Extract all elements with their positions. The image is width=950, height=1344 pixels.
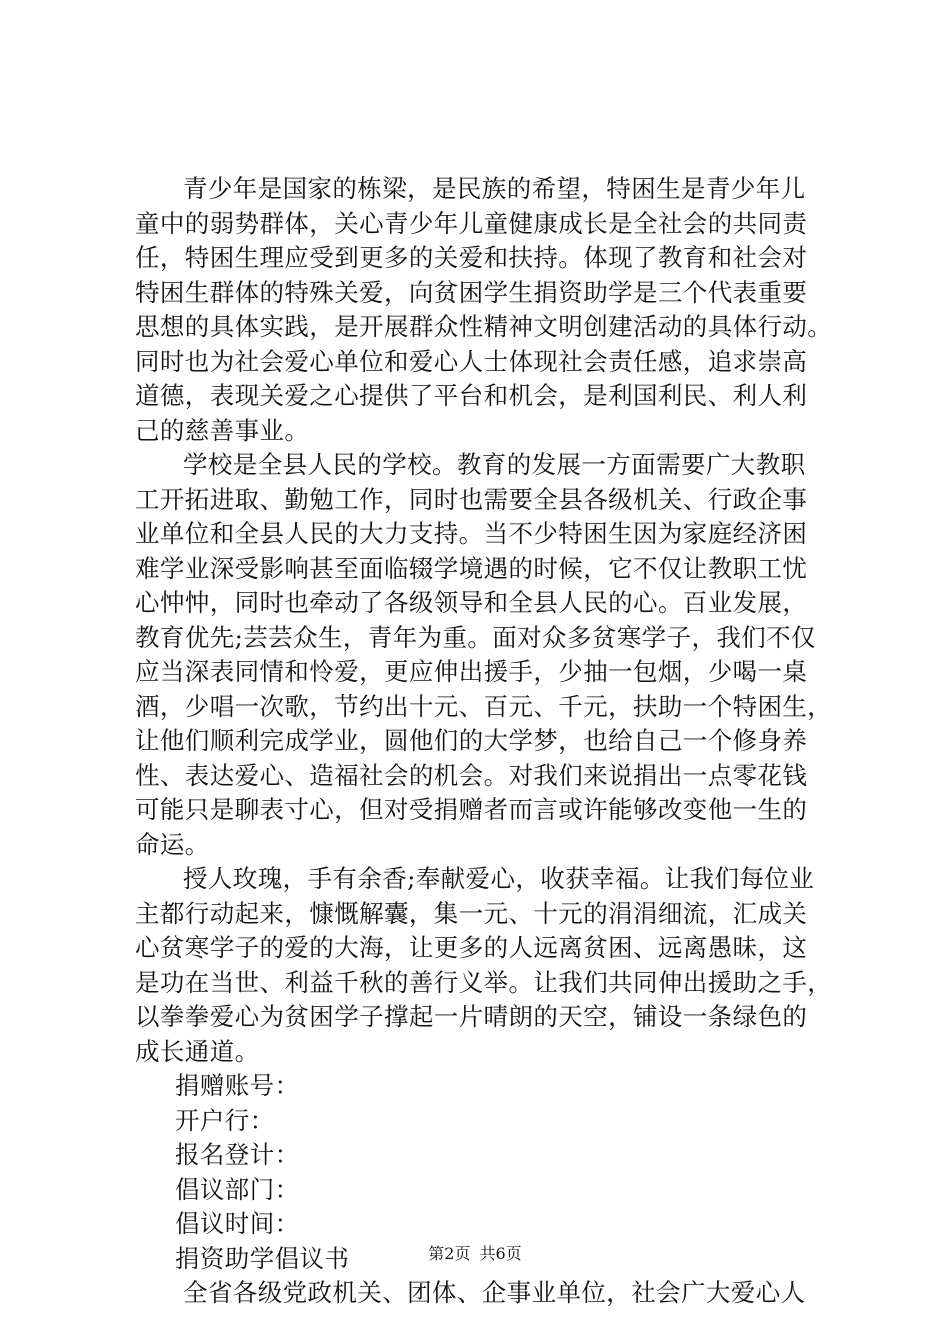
- paragraph-line: 己的慈善事业。: [135, 415, 310, 445]
- paragraph-line: 学校是全县人民的学校。教育的发展一方面需要广大教职: [183, 450, 806, 479]
- paragraph-line: 青少年是国家的栋梁，是民族的希望，特困生是青少年儿: [183, 174, 806, 203]
- paragraph-line: 任，特困生理应受到更多的关爱和扶持。体现了教育和社会对: [135, 243, 808, 272]
- paragraph-line: 特困生群体的特殊关爱，向贫困学生捐资助学是三个代表重要: [135, 277, 808, 307]
- paragraph-line: 可能只是聊表寸心，但对受捐赠者而言或许能够改变他一生的: [135, 795, 808, 824]
- field-bank: 开户行：: [175, 1105, 275, 1135]
- paragraph-line: 命运。: [135, 829, 210, 859]
- field-department: 倡议部门：: [175, 1174, 300, 1204]
- next-document-opening: 全省各级党政机关、团体、企事业单位，社会广大爱心人: [183, 1278, 806, 1307]
- paragraph-line: 心忡忡，同时也牵动了各级领导和全县人民的心。百业发展，: [135, 588, 808, 617]
- paragraph-school: [135, 448, 835, 862]
- donation-fields: [135, 1069, 835, 1242]
- paragraph-line: 难学业深受影响甚至面临辍学境遇的时候，它不仅让教职工忧: [135, 553, 808, 583]
- field-date: 倡议时间：: [175, 1209, 300, 1238]
- paragraph-line: 同时也为社会爱心单位和爱心人士体现社会责任感，追求崇高: [135, 346, 808, 376]
- paragraph-youth: [135, 172, 835, 448]
- paragraph-line: 让他们顺利完成学业，圆他们的大学梦，也给自己一个修身养: [135, 726, 808, 755]
- paragraph-line: 教育优先;芸芸众生，青年为重。面对众多贫寒学子，我们不仅: [135, 622, 816, 652]
- paragraph-line: 授人玫瑰，手有余香;奉献爱心，收获幸福。让我们每位业: [183, 864, 815, 893]
- paragraph-line: 是功在当世、利益千秋的善行义举。让我们共同伸出援助之手，: [135, 967, 833, 997]
- paragraph-line: 道德，表现关爱之心提供了平台和机会，是利国利民、利人利: [135, 381, 808, 410]
- paragraph-line: 应当深表同情和怜爱，更应伸出援手，少抽一包烟，少喝一桌: [135, 657, 808, 686]
- page-total: 共6页: [479, 1244, 522, 1263]
- field-registration: 报名登计：: [175, 1140, 300, 1169]
- document-body: [135, 172, 835, 1311]
- paragraph-line: 以拳拳爱心为贫困学子撑起一片晴朗的天空，铺设一条绿色的: [135, 1002, 808, 1031]
- paragraph-line: 主都行动起来，慷慨解囊，集一元、十元的涓涓细流，汇成关: [135, 898, 808, 928]
- paragraph-line: 性、表达爱心、造福社会的机会。对我们来说捐出一点零花钱: [135, 760, 808, 790]
- paragraph-line: 思想的具体实践，是开展群众性精神文明创建活动的具体行动。: [135, 312, 833, 341]
- page-number: 第2页: [428, 1244, 471, 1263]
- paragraph-line: 业单位和全县人民的大力支持。当不少特困生因为家庭经济困: [135, 519, 808, 548]
- field-account: 捐赠账号：: [175, 1071, 300, 1100]
- paragraph-line: 酒，少唱一次歌，节约出十元、百元、千元，扶助一个特困生，: [135, 691, 833, 721]
- page-footer: [0, 1243, 950, 1265]
- paragraph-roses: [135, 862, 835, 1069]
- paragraph-line: 工开拓进取、勤勉工作，同时也需要全县各级机关、行政企事: [135, 484, 808, 514]
- paragraph-line: 成长通道。: [135, 1036, 260, 1066]
- paragraph-line: 童中的弱势群体，关心青少年儿童健康成长是全社会的共同责: [135, 208, 808, 238]
- next-document-title: 捐资助学倡议书: [175, 1243, 350, 1273]
- paragraph-line: 心贫寒学子的爱的大海，让更多的人远离贫困、远离愚昧，这: [135, 933, 808, 962]
